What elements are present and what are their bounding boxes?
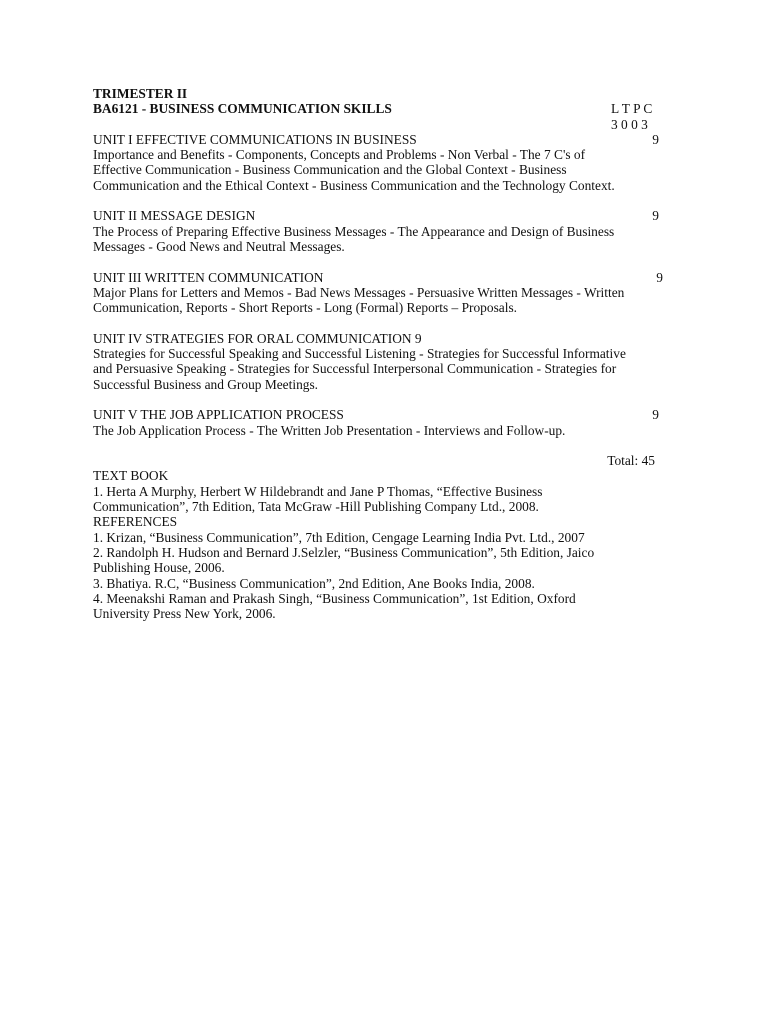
- reference-line-3: Publishing House, 2006.: [93, 560, 225, 576]
- unit-2-line-1: The Process of Preparing Effective Business Messages - The Appearance and Design of Business: [93, 223, 615, 239]
- unit-1-hours: 9: [652, 131, 659, 147]
- unit-1-line-1: Importance and Benefits - Components, Concepts and Problems - Non Verbal - The 7 C's of: [93, 147, 586, 163]
- unit-2-title: UNIT II MESSAGE DESIGN: [93, 208, 256, 224]
- unit-4-title: UNIT IV STRATEGIES FOR ORAL COMMUNICATION 9: [93, 330, 422, 346]
- unit-5-title-row: [93, 407, 665, 422]
- unit-3-line-1: Major Plans for Letters and Memos - Bad News Messages - Persuasive Written Messages - Written: [93, 284, 625, 300]
- unit-3-hours: 9: [656, 269, 663, 285]
- unit-1-line-2: Effective Communication - Business Communication and the Global Context - Business: [93, 162, 567, 178]
- unit-4-line-2: and Persuasive Speaking - Strategies for Successful Interpersonal Communication - Strategies for: [93, 361, 617, 377]
- references-heading: REFERENCES: [93, 514, 178, 530]
- reference-line-4: 3. Bhatiya. R.C, “Business Communication”, 2nd Edition, Ane Books India, 2008.: [93, 575, 535, 591]
- text-book-line-2: Communication”, 7th Edition, Tata McGraw -Hill Publishing Company Ltd., 2008.: [93, 499, 539, 515]
- unit-5-title: UNIT V THE JOB APPLICATION PROCESS: [93, 407, 344, 423]
- unit-1-title: UNIT I EFFECTIVE COMMUNICATIONS IN BUSINESS: [93, 131, 417, 147]
- unit-2-title-row: [93, 208, 665, 223]
- unit-1-line-3: Communication and the Ethical Context - Business Communication and the Technology Context.: [93, 177, 615, 193]
- unit-3-title: UNIT III WRITTEN COMMUNICATION: [93, 269, 324, 285]
- course-title-row: [93, 101, 665, 116]
- unit-3-title-row: [93, 270, 665, 285]
- unit-5-line-1: The Job Application Process - The Written Job Presentation - Interviews and Follow-up.: [93, 422, 566, 438]
- syllabus-content: [93, 86, 665, 621]
- unit-2-hours: 9: [652, 208, 659, 224]
- reference-line-1: 1. Krizan, “Business Communication”, 7th Edition, Cengage Learning India Pvt. Ltd., 2007: [93, 529, 585, 545]
- trimester-heading: TRIMESTER II: [93, 86, 188, 101]
- unit-4-line-3: Successful Business and Group Meetings.: [93, 376, 319, 392]
- unit-4-line-1: Strategies for Successful Speaking and Successful Listening - Strategies for Successful Informative: [93, 346, 626, 362]
- course-title: BA6121 - BUSINESS COMMUNICATION SKILLS: [93, 101, 392, 117]
- unit-3-line-2: Communication, Reports - Short Reports - Long (Formal) Reports – Proposals.: [93, 300, 518, 316]
- text-book-line-1: 1. Herta A Murphy, Herbert W Hildebrandt and Jane P Thomas, “Effective Business: [93, 483, 543, 499]
- unit-2-line-2: Messages - Good News and Neutral Messages.: [93, 238, 345, 254]
- ltpc-values-row: [93, 117, 665, 132]
- unit-5-hours: 9: [652, 407, 659, 423]
- ltpc-label: L T P C: [611, 101, 653, 117]
- total-hours: Total: 45: [607, 453, 655, 469]
- reference-line-5: 4. Meenakshi Raman and Prakash Singh, “Business Communication”, 1st Edition, Oxford: [93, 590, 576, 606]
- ltpc-values: 3 0 0 3: [611, 116, 648, 132]
- text-book-heading: TEXT BOOK: [93, 468, 169, 484]
- reference-line-2: 2. Randolph H. Hudson and Bernard J.Selzler, “Business Communication”, 5th Edition, Jaico: [93, 544, 595, 560]
- unit-1-title-row: [93, 132, 665, 147]
- reference-line-6: University Press New York, 2006.: [93, 606, 276, 622]
